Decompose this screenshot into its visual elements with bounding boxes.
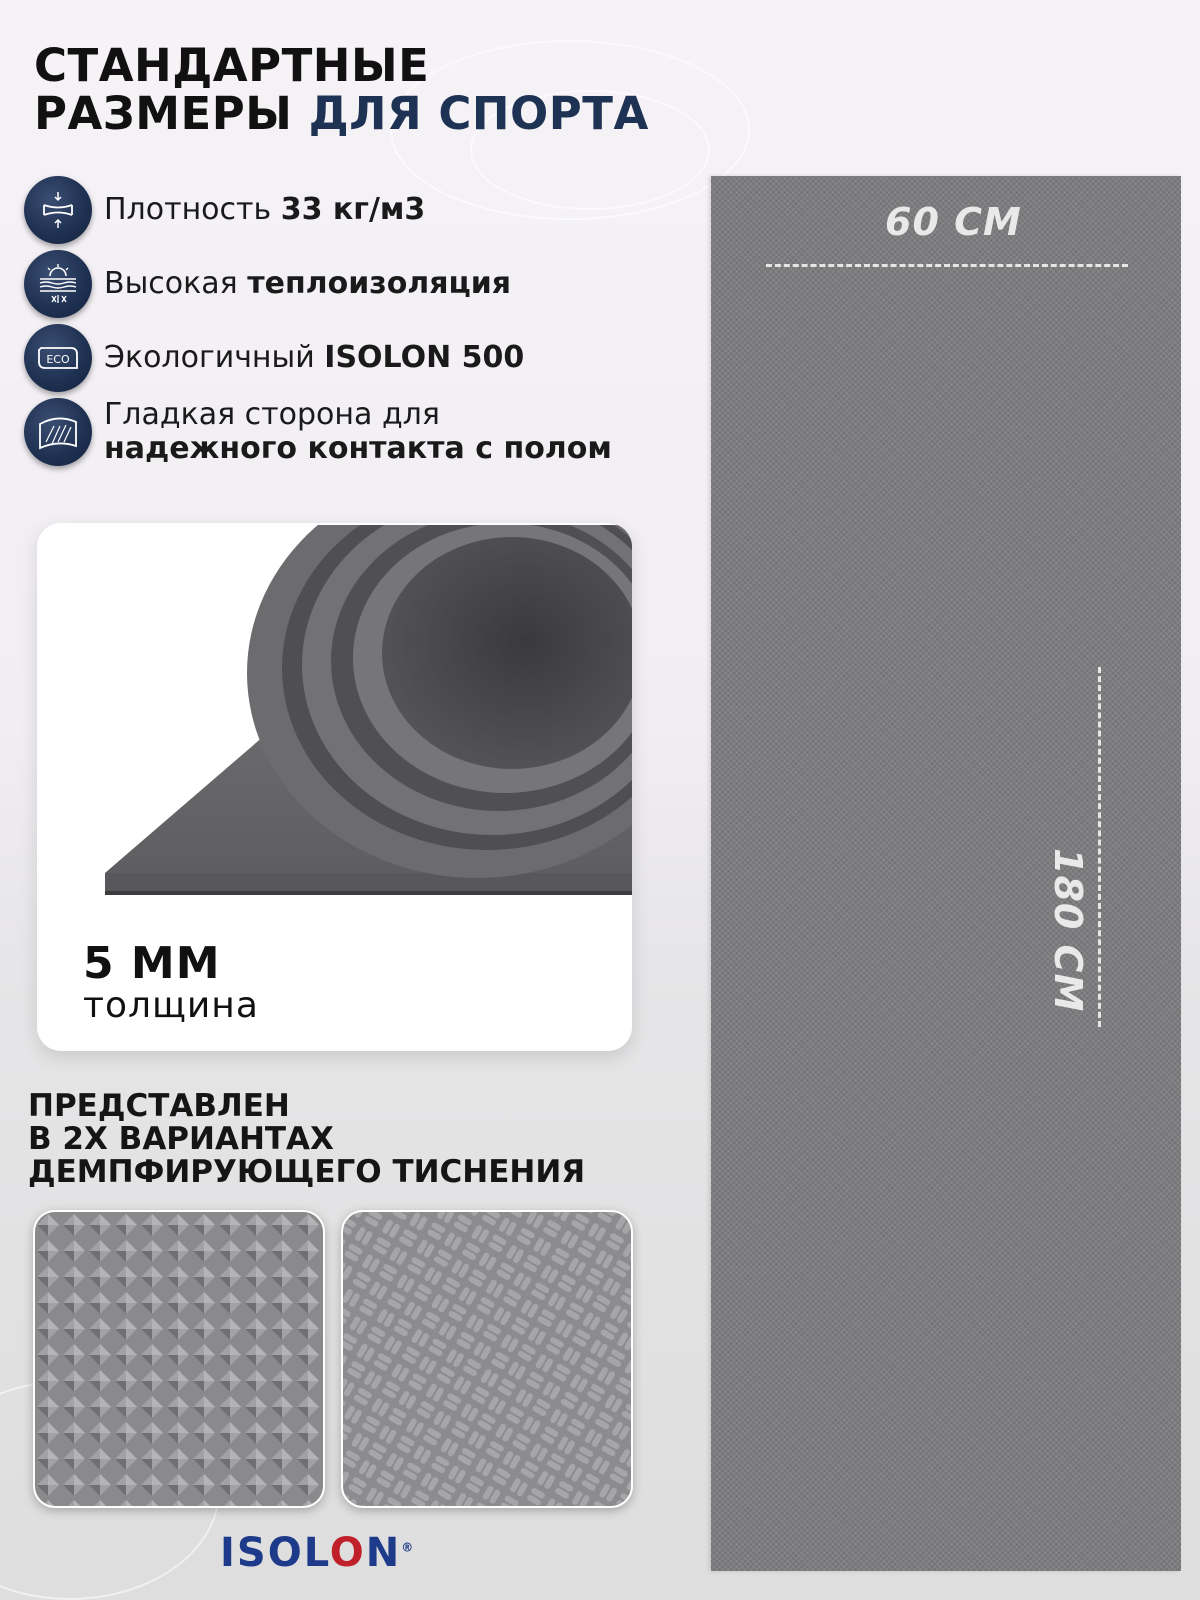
thickness-label: толщина	[83, 985, 259, 1026]
rolled-mat-image	[37, 523, 632, 943]
logo-text-b: O	[329, 1530, 366, 1576]
page-title	[34, 39, 714, 140]
feature-eco-text	[104, 341, 524, 375]
feature-thermal-value: теплоизоляция	[247, 266, 512, 301]
mat-product-image	[711, 176, 1181, 1571]
title-line-2-accent: ДЛЯ СПОРТА	[308, 87, 649, 140]
feature-eco	[24, 324, 524, 392]
feature-thermal	[24, 250, 511, 318]
variants-line-1: ПРЕДСТАВЛЕН	[28, 1088, 290, 1124]
mat-width-dashed-line	[766, 264, 1128, 267]
thickness-card	[37, 523, 632, 1051]
feature-smooth	[24, 398, 612, 466]
feature-eco-value: ISOLON 500	[324, 340, 525, 375]
logo-text-c: N	[365, 1530, 402, 1576]
texture-sample-weave	[341, 1210, 633, 1508]
feature-smooth-text	[104, 398, 612, 466]
thickness-value: 5 ММ	[83, 938, 221, 989]
mat-length-label: 180 СМ	[1046, 848, 1090, 1013]
thermal-insulation-icon	[24, 250, 92, 318]
isolon-logo	[220, 1530, 415, 1576]
svg-text:ECO: ECO	[46, 353, 70, 366]
feature-thermal-text	[104, 267, 511, 301]
feature-smooth-label: Гладкая сторона для	[104, 397, 440, 432]
feature-density-label: Плотность	[104, 192, 281, 227]
mat-width-label: 60 СМ	[885, 200, 1022, 244]
title-line-2	[34, 87, 714, 140]
texture-sample-diamond	[33, 1210, 325, 1508]
mat-length-dashed-line	[1098, 667, 1101, 1027]
smooth-side-icon	[24, 398, 92, 466]
feature-density-value: 33 кг/м3	[280, 192, 426, 227]
variants-line-2: В 2Х ВАРИАНТАХ	[28, 1121, 334, 1157]
feature-density	[24, 176, 425, 244]
logo-text-a: ISOL	[220, 1530, 330, 1576]
variants-heading	[28, 1090, 668, 1189]
title-line-1: СТАНДАРТНЫЕ	[34, 39, 430, 92]
feature-thermal-label: Высокая	[104, 266, 248, 301]
logo-registered-mark: ®	[401, 1540, 416, 1555]
feature-density-text	[104, 193, 425, 227]
title-line-2-plain: РАЗМЕРЫ	[34, 87, 309, 140]
feature-smooth-value: надежного контакта с полом	[104, 431, 612, 466]
variants-line-3: ДЕМПФИРУЮЩЕГО ТИСНЕНИЯ	[28, 1154, 586, 1190]
eco-icon	[24, 324, 92, 392]
feature-eco-label: Экологичный	[104, 340, 325, 375]
density-icon	[24, 176, 92, 244]
